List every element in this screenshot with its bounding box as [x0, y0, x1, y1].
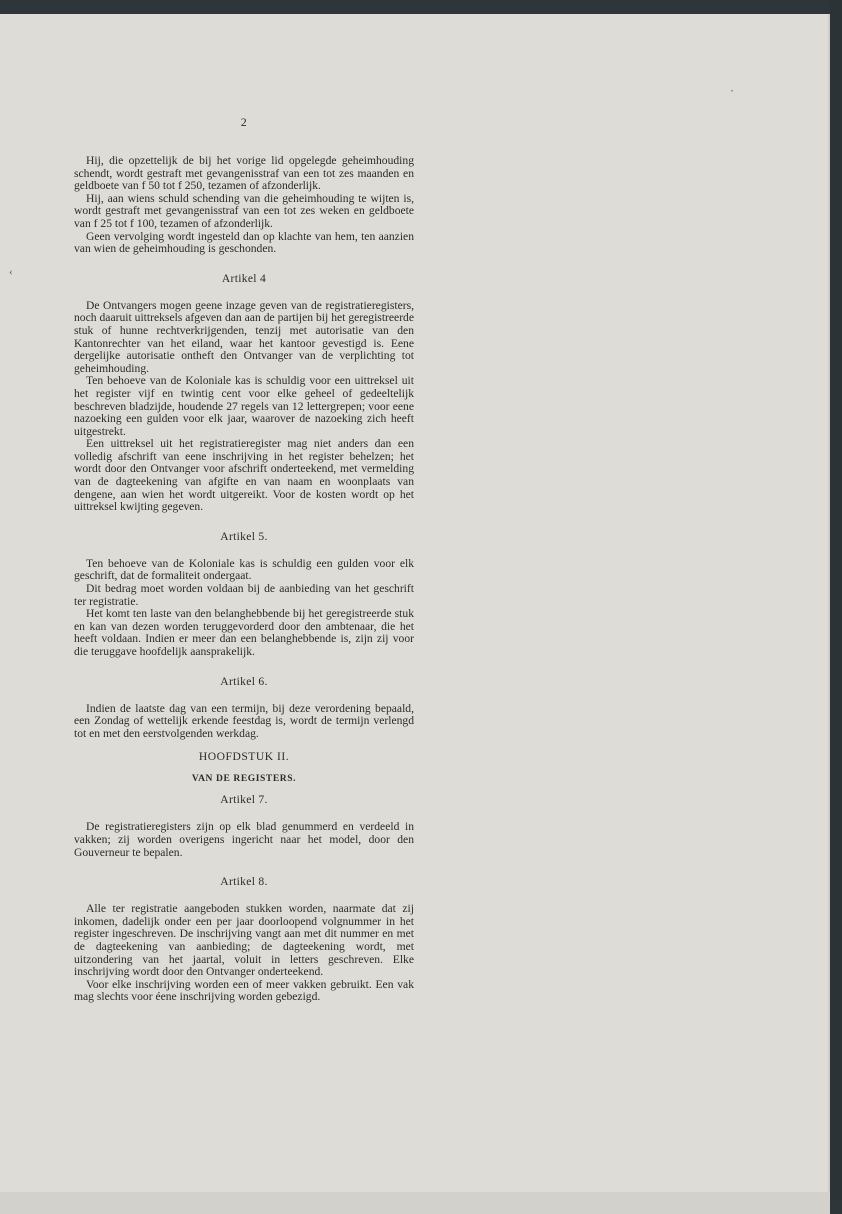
article-8-heading: Artikel 8.	[220, 875, 268, 889]
speck-mark: •	[731, 89, 734, 95]
article-4-paragraph-2: Ten behoeve van de Koloniale kas is schuldig voor een uittreksel uit het register vijf en twintig cent voor elke geheel of gedeeltelijk beschreven bladzijde, houdende 27 regels van 12 lettergrepen; voor eene nazoeking een gulden voor elk jaar, waarover de nazoeking zich heeft uitgestrekt.	[74, 374, 414, 438]
article-6-heading: Artikel 6.	[220, 674, 268, 688]
scan-top-border	[0, 0, 842, 14]
article-4-heading: Artikel 4	[221, 271, 267, 285]
margin-mark: ‹	[9, 266, 13, 278]
article-5-paragraph-1: Ten behoeve van de Koloniale kas is schuldig een gulden voor elk geschrift, dat de formaliteit ondergaat.	[74, 556, 414, 583]
scan-right-border	[830, 0, 842, 1200]
intro-paragraph-2: Hij, aan wiens schuld schending van die geheimhouding te wijten is, wordt gestraft met gevangenisstraf van een tot zes weken en geldboete van f 25 tot f 100, tezamen of afzonderlijk.	[74, 191, 414, 230]
chapter-subheading: VAN DE REGISTERS.	[191, 774, 297, 785]
article-5-paragraph-3: Het komt ten laste van den belanghebbende bij het geregistreerde stuk en kan van dezen worden teruggevorderd door den ambtenaar, die het heeft voldaan. Indien er meer dan een belanghebbende is, zijn zij voor die teruggave hoofdelijk aansprakelijk.	[74, 607, 414, 658]
page-bottom-edge	[0, 1192, 830, 1214]
article-6-paragraph-1: Indien de laatste dag van een termijn, bij deze verordening bepaald, een Zondag of wettelijk erkende feestdag is, wordt de termijn verlengd tot en met den eerstvolgenden werkdag.	[74, 701, 414, 740]
intro-paragraph-1: Hij, die opzettelijk de bij het vorige lid opgelegde geheimhouding schendt, wordt gestraft met gevangenisstraf van een tot zes maanden en geldboete van f 50 tot f 250, tezamen of afzonderlijk.	[74, 154, 414, 193]
chapter-heading: HOOFDSTUK II.	[198, 750, 290, 764]
page-number: 2	[240, 115, 248, 129]
article-8-paragraph-1: Alle ter registratie aangeboden stukken worden, naarmate dat zij inkomen, dadelijk onder een per jaar doorloopend volgnummer in het register ingeschreven. De inschrijving vangt aan met dit nummer en met de dagteekening van aanbieding; de dagteekening wordt, met uitzondering van het jaartal, voluit in letters geschreven. Elke inschrijving wordt door den Ontvanger onderteekend.	[74, 902, 414, 979]
document-text	[74, 115, 414, 1004]
article-7-paragraph-1: De registratieregisters zijn op elk blad genummerd en verdeeld in vakken; zij worden overigens ingericht naar het model, door den Gouverneur te bepalen.	[74, 820, 414, 859]
intro-paragraph-3: Geen vervolging wordt ingesteld dan op klachte van hem, ten aanzien van wien de geheimhouding is geschonden.	[74, 229, 414, 256]
article-7-heading: Artikel 7.	[220, 793, 268, 807]
article-5-heading: Artikel 5.	[220, 529, 268, 543]
article-5-paragraph-2: Dit bedrag moet worden voldaan bij de aanbieding van het geschrift ter registratie.	[74, 582, 414, 608]
article-4-paragraph-1: De Ontvangers mogen geene inzage geven van de registratieregisters, noch daaruit uittreksels afgeven dan aan de partijen bij het geregistreerde stuk of hunne rechtverkrijgenden, tenzij met autorisatie van den Kantonrechter van het eiland, waar het kantoor gevestigd is. Eene dergelijke autorisatie ontheft den Ontvanger van de verplichting tot geheimhouding.	[74, 298, 414, 375]
article-4-paragraph-3: Een uittreksel uit het registratieregister mag niet anders dan een volledig afschrift van eene inschrijving in het register behelzen; het wordt door den Ontvanger voor afschrift onderteekend, met vermelding van de dagteekening van afgifte en van naam en woonplaats van dengene, aan wien het wordt uitgereikt. Voor de kosten wordt op het uittreksel kwijting gegeven.	[74, 437, 414, 514]
article-8-paragraph-2: Voor elke inschrijving worden een of meer vakken gebruikt. Een vak mag slechts voor éene inschrijving worden gebezigd.	[74, 977, 414, 1004]
